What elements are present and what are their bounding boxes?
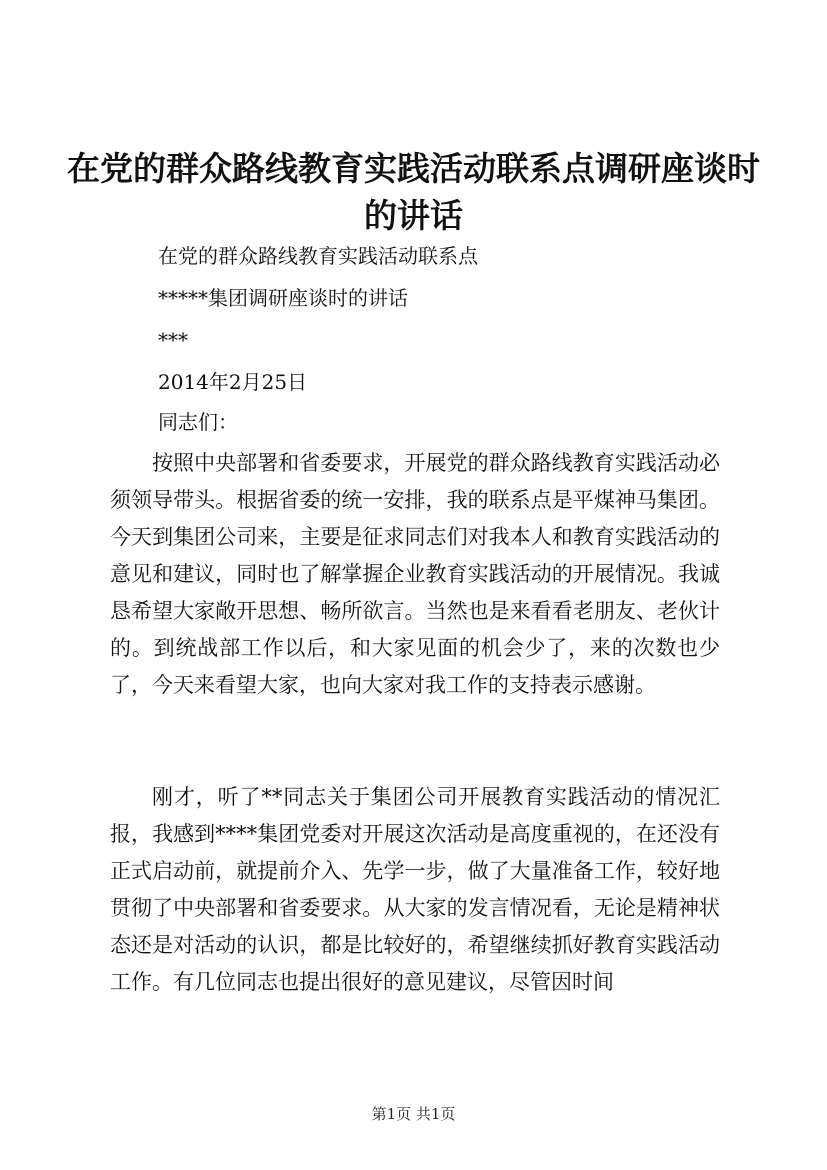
subtitle-line-1: 在党的群众路线教育实践活动联系点 [158, 244, 478, 268]
page-number: 第1页 共1页 [371, 1105, 456, 1123]
subtitle-line-2: *****集团调研座谈时的讲话 [158, 286, 408, 310]
body-paragraph: 按照中央部署和省委要求，开展党的群众路线教育实践活动必须领导带头。根据省委的统一安排，我的联系点是平煤神马集团。今天到集团公司来，主要是征求同志们对我本人和教育实践活动的意见和建议，同时也了解掌握企业教育实践活动的开展情况。我诚恳希望大家敞开思想、畅所欲言。当然也是来看看老朋友、老伙计的。到统战部工作以后，和大家见面的机会少了，来的次数也少了，今天来看望大家，也向大家对我工作的支持表示感谢。 [110, 451, 720, 697]
speaker-name: *** [158, 328, 188, 352]
speech-date: 2014年2月25日 [158, 370, 308, 394]
body-paragraph: 刚才，听了**同志关于集团公司开展教育实践活动的情况汇报，我感到****集团党委对开展这次活动是高度重视的，在还没有正式启动前，就提前介入、先学一步，做了大量准备工作，较好地贯彻了中央部署和省委要求。从大家的发言情况看，无论是精神状态还是对活动的认识，都是比较好的，希望继续抓好教育实践活动工作。有几位同志也提出很好的意见建议，尽管因时间 [110, 785, 720, 994]
salutation: 同志们： [158, 410, 238, 434]
document-title: 在党的群众路线教育实践活动联系点调研座谈时的讲话 [67, 149, 760, 235]
